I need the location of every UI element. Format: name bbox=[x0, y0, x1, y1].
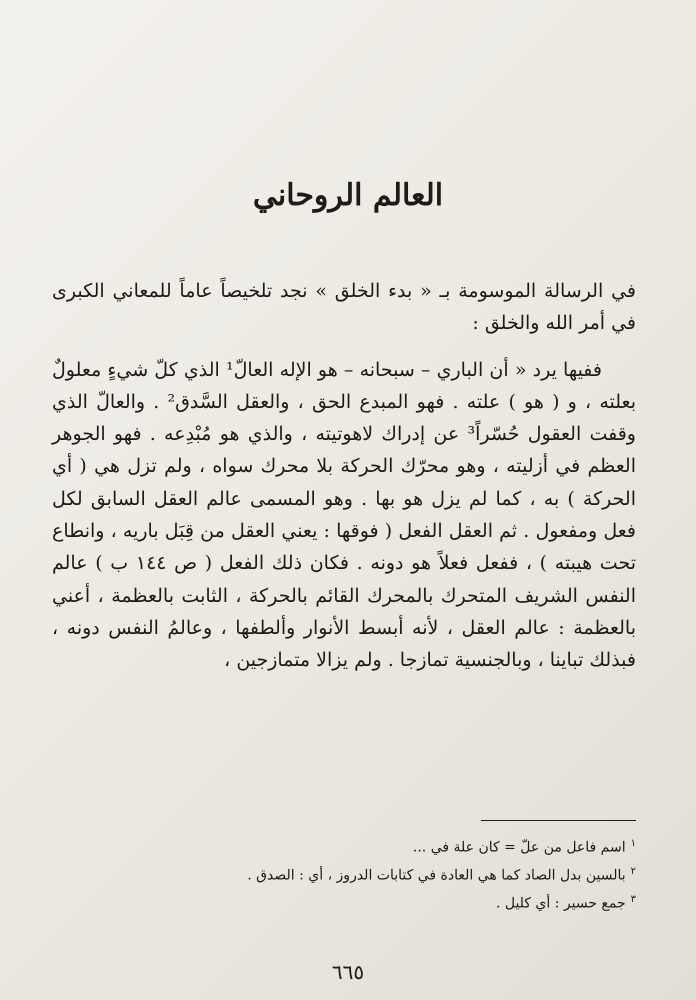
main-text bbox=[52, 275, 636, 677]
footnote-divider bbox=[481, 820, 636, 821]
footnote-number: ٢ bbox=[630, 866, 636, 878]
footnotes bbox=[150, 832, 636, 916]
body-paragraph: ففيها يرد « أن الباري – سبحانه – هو الإله العالّ¹ الذي كلّ شيءٍ معلولٌ بعلته ، و ( هو ) علته . فهو المبدع الحق ، والعقل السَّدق² . والعالّ الذي وقفت العقول حُسّراً³ عن إدراك لاهوتيته ، والذي هو مُبْدِعه . فهو الجوهر العظم في أزليته ، وهو محرّك الحركة بلا محرك سواه ، ولم تزل هي ( أي الحركة ) به ، كما لم يزل هو بها . وهو المسمى عالم العقل السابق لكل فعل ومفعول . ثم العقل الفعل ( فوقها : يعني العقل من قِبَل باريه ، وانطاع تحت هيبته ) ، ففعل فعلاً هو دونه . فكان ذلك الفعل ( ص ١٤٤ ب ) عالم النفس الشريف المتحرك بالمحرك القائم بالحركة ، الثابت بالعظمة ، أعني بالعظمة : عالم العقل ، لأنه أبسط الأنوار وألطفها ، وعالمُ النفس دونه ، فبذلك تباينا ، وبالجنسية تمازجا . ولم يزالا متمازجين ، bbox=[52, 358, 637, 672]
footnote-text: اسم فاعل من علّ = كان علة في ... bbox=[412, 839, 626, 856]
footnote-text: بالسين بدل الصاد كما هي العادة في كتابات الدروز ، أي : الصدق . bbox=[247, 867, 626, 884]
page-number: ٦٦٥ bbox=[331, 960, 365, 984]
intro-paragraph: في الرسالة الموسومة بـ « بدء الخلق » نجد تلخيصاً عاماً للمعاني الكبرى في أمر الله والخلق : bbox=[52, 280, 636, 335]
footnote-2 bbox=[150, 860, 636, 888]
footnote-number: ٣ bbox=[630, 894, 636, 906]
footnote-3 bbox=[150, 888, 636, 916]
footnote-1 bbox=[150, 832, 636, 860]
footnote-number: ١ bbox=[630, 838, 636, 849]
footnote-text: جمع حسير : أي كليل . bbox=[495, 895, 626, 912]
chapter-title: العالم الروحاني bbox=[252, 178, 444, 213]
